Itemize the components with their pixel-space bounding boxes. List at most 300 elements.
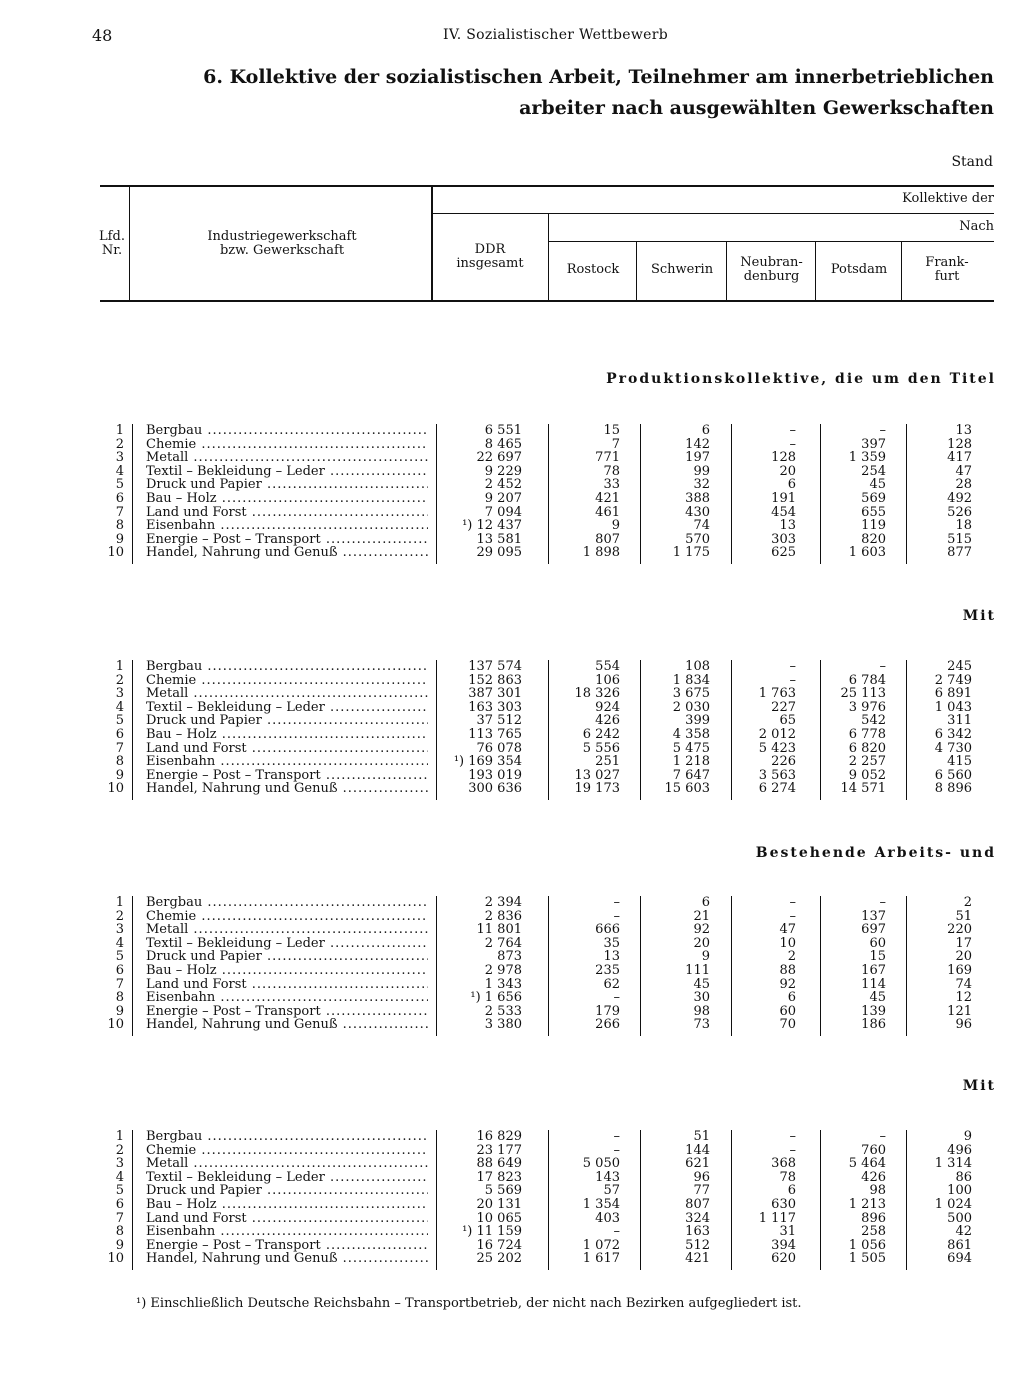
table-row: [0, 896, 1024, 910]
section-title: Bestehende Arbeits- und: [755, 845, 996, 861]
row-number: 3: [115, 450, 124, 466]
value-neubrandenburg: 3 563: [758, 767, 796, 783]
value-neubrandenburg: –: [789, 1142, 796, 1158]
value-potsdam: 397: [861, 436, 886, 452]
union-name: Metall .....: [146, 451, 428, 465]
row-number: 5: [115, 1183, 124, 1199]
value-schwerin: 144: [685, 1142, 710, 1158]
value-rostock: –: [613, 1224, 620, 1240]
value-frankfurt: 6 891: [934, 686, 972, 702]
value-ddr: 29 095: [476, 545, 522, 561]
value-rostock: 5 050: [582, 1156, 620, 1172]
value-potsdam: –: [879, 895, 886, 910]
value-potsdam: 1 505: [848, 1251, 886, 1267]
header-subgroup-rule: [548, 241, 994, 242]
value-potsdam: 258: [861, 1224, 886, 1240]
value-potsdam: 98: [869, 1183, 886, 1199]
header-gewerkschaft: Industriegewerkschaft bzw. Gewerkschaft: [207, 229, 357, 258]
union-name: Handel, Nahrung und Genuß .....: [146, 782, 428, 796]
union-name: Land und Forst .....: [146, 978, 428, 992]
row-number: 10: [107, 781, 124, 797]
value-neubrandenburg: 625: [771, 545, 796, 561]
value-neubrandenburg: 78: [779, 1169, 796, 1185]
value-rostock: 9: [611, 518, 620, 534]
row-number: 9: [115, 531, 124, 547]
table-title-line-1: 6. Kollektive der sozialistischen Arbeit, Teilnehmer am innerbetrieblichen: [203, 66, 994, 88]
row-number: 3: [115, 686, 124, 702]
value-rostock: 35: [603, 935, 620, 951]
value-rostock: 251: [595, 754, 620, 770]
value-schwerin: 4 358: [672, 727, 710, 742]
value-schwerin: 1 218: [672, 754, 710, 770]
value-frankfurt: 220: [947, 922, 972, 938]
table-row: [0, 1018, 1024, 1032]
union-name: Bau – Holz .....: [146, 964, 428, 978]
value-rostock: 1 898: [582, 545, 620, 561]
value-frankfurt: 311: [947, 713, 972, 729]
union-name: Chemie .....: [146, 438, 428, 452]
value-frankfurt: 415: [947, 754, 972, 770]
union-name: Handel, Nahrung und Genuß .....: [146, 546, 428, 560]
value-ddr: 6 551: [484, 423, 522, 438]
row-number: 7: [115, 976, 124, 992]
header-col-divider: [129, 187, 130, 300]
value-rostock: 266: [595, 1017, 620, 1033]
union-name: Land und Forst .....: [146, 742, 428, 756]
value-ddr: 2 836: [484, 908, 522, 924]
value-schwerin: 96: [693, 1169, 710, 1185]
row-number: 1: [115, 423, 124, 438]
value-neubrandenburg: 630: [771, 1197, 796, 1212]
value-rostock: 771: [595, 450, 620, 466]
header-district-rostock: Rostock: [566, 262, 620, 277]
row-number: 4: [115, 699, 124, 715]
header-group: Kollektive der: [902, 191, 994, 206]
row-number: 9: [115, 767, 124, 783]
value-neubrandenburg: 227: [771, 699, 796, 715]
value-rostock: 1 617: [582, 1251, 620, 1267]
value-rostock: 62: [603, 976, 620, 992]
value-ddr: 25 202: [476, 1251, 522, 1267]
value-neubrandenburg: –: [789, 1129, 796, 1144]
value-potsdam: 139: [861, 1003, 886, 1019]
value-ddr: 152 863: [468, 672, 522, 688]
value-potsdam: 820: [861, 531, 886, 547]
union-name: Land und Forst .....: [146, 506, 428, 520]
value-frankfurt: 100: [947, 1183, 972, 1199]
value-ddr: 873: [497, 949, 522, 965]
value-ddr: 37 512: [476, 713, 522, 729]
value-potsdam: –: [879, 1129, 886, 1144]
header-col-divider: [726, 242, 727, 300]
value-rostock: –: [613, 895, 620, 910]
union-name: Metall .....: [146, 1157, 428, 1171]
value-frankfurt: 28: [955, 477, 972, 493]
union-name: Handel, Nahrung und Genuß .....: [146, 1252, 428, 1266]
union-name: Eisenbahn .....: [146, 519, 428, 533]
header-col-divider: [548, 214, 549, 300]
value-frankfurt: 12: [955, 990, 972, 1006]
row-number: 4: [115, 463, 124, 479]
value-neubrandenburg: 6: [787, 477, 796, 493]
row-number: 10: [107, 1017, 124, 1033]
value-potsdam: 114: [861, 976, 886, 992]
value-schwerin: 197: [685, 450, 710, 466]
union-name: Energie – Post – Transport .....: [146, 533, 428, 547]
table-row: [0, 964, 1024, 978]
union-name: Bau – Holz .....: [146, 728, 428, 742]
value-potsdam: 45: [869, 477, 886, 493]
value-ddr: 2 394: [484, 895, 522, 910]
union-name: Metall .....: [146, 687, 428, 701]
value-ddr: 13 581: [476, 531, 522, 547]
row-number: 7: [115, 1210, 124, 1226]
row-number: 6: [115, 1197, 124, 1212]
value-neubrandenburg: 226: [771, 754, 796, 770]
header-lfd-nr: Lfd. Nr.: [99, 229, 125, 258]
union-name: Bau – Holz .....: [146, 1198, 428, 1212]
row-number: 5: [115, 949, 124, 965]
value-rostock: 235: [595, 963, 620, 978]
value-frankfurt: 18: [955, 518, 972, 534]
value-neubrandenburg: 368: [771, 1156, 796, 1172]
value-ddr: 11 801: [476, 922, 522, 938]
union-name: Eisenbahn .....: [146, 755, 428, 769]
value-neubrandenburg: –: [789, 423, 796, 438]
value-rostock: 554: [595, 659, 620, 674]
value-potsdam: 9 052: [848, 767, 886, 783]
footnote: ¹) Einschließlich Deutsche Reichsbahn – Transportbetrieb, der nicht nach Bezirken aufgegliedert ist.: [136, 1296, 802, 1311]
value-rostock: 13: [603, 949, 620, 965]
union-name: Chemie .....: [146, 910, 428, 924]
union-name: Bergbau .....: [146, 896, 428, 910]
value-schwerin: 99: [693, 463, 710, 479]
value-schwerin: 5 475: [672, 740, 710, 756]
union-name: Energie – Post – Transport .....: [146, 1005, 428, 1019]
value-frankfurt: 2 749: [934, 672, 972, 688]
value-potsdam: 186: [861, 1017, 886, 1033]
value-neubrandenburg: 128: [771, 450, 796, 466]
value-ddr: 9 207: [484, 491, 522, 506]
value-schwerin: 1 834: [672, 672, 710, 688]
header-district-potsdam: Potsdam: [830, 262, 888, 277]
row-number: 4: [115, 1169, 124, 1185]
value-ddr: 2 452: [484, 477, 522, 493]
union-name: Chemie .....: [146, 674, 428, 688]
value-rostock: 807: [595, 531, 620, 547]
value-frankfurt: 515: [947, 531, 972, 547]
value-ddr: 163 303: [468, 699, 522, 715]
value-ddr: 9 229: [484, 463, 522, 479]
row-number: 1: [115, 659, 124, 674]
value-ddr: 137 574: [468, 659, 522, 674]
value-neubrandenburg: 5 423: [758, 740, 796, 756]
value-rostock: 18 326: [574, 686, 620, 702]
value-schwerin: 2 030: [672, 699, 710, 715]
value-potsdam: 542: [861, 713, 886, 729]
value-frankfurt: 245: [947, 659, 972, 674]
row-number: 9: [115, 1237, 124, 1253]
header-col-divider: [636, 242, 637, 300]
header-col-divider: [431, 187, 433, 300]
value-potsdam: 655: [861, 504, 886, 520]
row-number: 6: [115, 491, 124, 506]
union-name: Druck und Papier .....: [146, 1184, 428, 1198]
value-potsdam: 45: [869, 990, 886, 1006]
value-frankfurt: 526: [947, 504, 972, 520]
header-col-divider: [815, 242, 816, 300]
value-rostock: 1 072: [582, 1237, 620, 1253]
value-schwerin: 7 647: [672, 767, 710, 783]
value-neubrandenburg: 1 763: [758, 686, 796, 702]
value-frankfurt: 492: [947, 491, 972, 506]
row-number: 2: [115, 436, 124, 452]
value-neubrandenburg: 2 012: [758, 727, 796, 742]
header-ddr: DDR insgesamt: [456, 242, 524, 271]
row-number: 7: [115, 740, 124, 756]
value-potsdam: 137: [861, 908, 886, 924]
union-name: Textil – Bekleidung – Leder .....: [146, 465, 428, 479]
value-rostock: 426: [595, 713, 620, 729]
union-name: Bergbau .....: [146, 424, 428, 438]
value-rostock: –: [613, 908, 620, 924]
value-potsdam: 569: [861, 491, 886, 506]
value-potsdam: 60: [869, 935, 886, 951]
table-title-line-2: arbeiter nach ausgewählten Gewerkschaften: [519, 97, 994, 119]
value-potsdam: 896: [861, 1210, 886, 1226]
value-rostock: 5 556: [582, 740, 620, 756]
value-schwerin: 9: [701, 949, 710, 965]
value-ddr: 387 301: [468, 686, 522, 702]
value-rostock: 179: [595, 1003, 620, 1019]
value-frankfurt: 1 043: [934, 699, 972, 715]
value-rostock: 403: [595, 1210, 620, 1226]
value-schwerin: 45: [693, 976, 710, 992]
row-number: 4: [115, 935, 124, 951]
value-ddr: 76 078: [476, 740, 522, 756]
value-rostock: 666: [595, 922, 620, 938]
value-frankfurt: 6 560: [934, 767, 972, 783]
value-schwerin: 32: [693, 477, 710, 493]
row-number: 8: [115, 518, 124, 534]
row-number: 2: [115, 908, 124, 924]
value-potsdam: 6 778: [848, 727, 886, 742]
value-frankfurt: 17: [955, 935, 972, 951]
value-frankfurt: 47: [955, 463, 972, 479]
value-potsdam: 1 213: [848, 1197, 886, 1212]
table-row: [0, 424, 1024, 438]
value-rostock: 15: [603, 423, 620, 438]
value-schwerin: 1 175: [672, 545, 710, 561]
header-district-frankfurt: Frank- furt: [925, 255, 969, 284]
page-number: 48: [92, 26, 113, 45]
value-schwerin: 399: [685, 713, 710, 729]
union-name: Handel, Nahrung und Genuß .....: [146, 1018, 428, 1032]
union-name: Textil – Bekleidung – Leder .....: [146, 701, 428, 715]
value-schwerin: 15 603: [664, 781, 710, 797]
value-potsdam: –: [879, 659, 886, 674]
value-rostock: 924: [595, 699, 620, 715]
row-number: 2: [115, 1142, 124, 1158]
table-row: [0, 1198, 1024, 1212]
value-frankfurt: 1 024: [934, 1197, 972, 1212]
value-ddr: 7 094: [484, 504, 522, 520]
value-frankfurt: 6 342: [934, 727, 972, 742]
row-number: 8: [115, 1224, 124, 1240]
value-ddr: 3 380: [484, 1017, 522, 1033]
value-rostock: –: [613, 1129, 620, 1144]
value-ddr: 16 829: [476, 1129, 522, 1144]
value-ddr: 1 343: [484, 976, 522, 992]
value-ddr: ¹) 11 159: [462, 1224, 522, 1240]
value-schwerin: 807: [685, 1197, 710, 1212]
value-schwerin: 388: [685, 491, 710, 506]
value-frankfurt: 877: [947, 545, 972, 561]
value-ddr: 193 019: [468, 767, 522, 783]
value-potsdam: 3 976: [848, 699, 886, 715]
union-name: Chemie .....: [146, 1144, 428, 1158]
value-potsdam: 14 571: [840, 781, 886, 797]
value-neubrandenburg: 20: [779, 463, 796, 479]
value-neubrandenburg: 10: [779, 935, 796, 951]
value-ddr: 8 465: [484, 436, 522, 452]
value-potsdam: 697: [861, 922, 886, 938]
value-schwerin: 111: [685, 963, 710, 978]
value-neubrandenburg: –: [789, 659, 796, 674]
value-frankfurt: 42: [955, 1224, 972, 1240]
value-neubrandenburg: –: [789, 908, 796, 924]
table-row: [0, 660, 1024, 674]
value-ddr: 17 823: [476, 1169, 522, 1185]
row-number: 6: [115, 963, 124, 978]
value-rostock: 1 354: [582, 1197, 620, 1212]
value-ddr: 88 649: [476, 1156, 522, 1172]
value-schwerin: 73: [693, 1017, 710, 1033]
value-ddr: ¹) 169 354: [453, 754, 522, 770]
value-schwerin: 77: [693, 1183, 710, 1199]
union-name: Metall .....: [146, 923, 428, 937]
union-name: Bau – Holz .....: [146, 492, 428, 506]
value-neubrandenburg: 1 117: [758, 1210, 796, 1226]
value-schwerin: 20: [693, 935, 710, 951]
row-number: 5: [115, 477, 124, 493]
value-frankfurt: 128: [947, 436, 972, 452]
value-neubrandenburg: 31: [779, 1224, 796, 1240]
value-rostock: 6 242: [582, 727, 620, 742]
value-frankfurt: 500: [947, 1210, 972, 1226]
value-potsdam: 254: [861, 463, 886, 479]
row-number: 10: [107, 545, 124, 561]
value-frankfurt: 20: [955, 949, 972, 965]
value-ddr: 16 724: [476, 1237, 522, 1253]
value-neubrandenburg: 70: [779, 1017, 796, 1033]
value-frankfurt: 74: [955, 976, 972, 992]
table-row: [0, 1252, 1024, 1266]
value-ddr: 5 569: [484, 1183, 522, 1199]
value-frankfurt: 13: [955, 423, 972, 438]
value-schwerin: 163: [685, 1224, 710, 1240]
running-head: IV. Sozialistischer Wettbewerb: [443, 27, 668, 43]
header-district-neubrandenburg: Neubran- denburg: [740, 255, 803, 284]
row-number: 3: [115, 1156, 124, 1172]
row-number: 1: [115, 1129, 124, 1144]
value-schwerin: 421: [685, 1251, 710, 1267]
value-potsdam: 2 257: [848, 754, 886, 770]
value-schwerin: 74: [693, 518, 710, 534]
value-schwerin: 3 675: [672, 686, 710, 702]
value-neubrandenburg: 6: [787, 990, 796, 1006]
value-potsdam: 119: [861, 518, 886, 534]
value-potsdam: 5 464: [848, 1156, 886, 1172]
table-row: [0, 728, 1024, 742]
value-neubrandenburg: 65: [779, 713, 796, 729]
value-frankfurt: 417: [947, 450, 972, 466]
value-schwerin: 324: [685, 1210, 710, 1226]
value-potsdam: –: [879, 423, 886, 438]
header-col-divider: [901, 242, 902, 300]
value-ddr: 23 177: [476, 1142, 522, 1158]
union-name: Eisenbahn .....: [146, 991, 428, 1005]
value-neubrandenburg: 13: [779, 518, 796, 534]
table-row: [0, 1130, 1024, 1144]
value-neubrandenburg: 454: [771, 504, 796, 520]
row-number: 2: [115, 672, 124, 688]
union-name: Land und Forst .....: [146, 1212, 428, 1226]
value-potsdam: 15: [869, 949, 886, 965]
value-schwerin: 6: [701, 423, 710, 438]
value-potsdam: 6 820: [848, 740, 886, 756]
value-potsdam: 426: [861, 1169, 886, 1185]
value-neubrandenburg: 191: [771, 491, 796, 506]
value-potsdam: 25 113: [840, 686, 886, 702]
union-name: Energie – Post – Transport .....: [146, 769, 428, 783]
value-ddr: 10 065: [476, 1210, 522, 1226]
union-name: Energie – Post – Transport .....: [146, 1239, 428, 1253]
value-schwerin: 108: [685, 659, 710, 674]
header-top-rule: [100, 185, 994, 187]
value-rostock: –: [613, 990, 620, 1006]
value-rostock: 78: [603, 463, 620, 479]
value-neubrandenburg: 303: [771, 531, 796, 547]
value-neubrandenburg: 394: [771, 1237, 796, 1253]
value-potsdam: 167: [861, 963, 886, 978]
header-bottom-rule: [100, 300, 994, 302]
value-rostock: 13 027: [574, 767, 620, 783]
row-number: 7: [115, 504, 124, 520]
union-name: Druck und Papier .....: [146, 478, 428, 492]
value-rostock: 143: [595, 1169, 620, 1185]
value-rostock: 57: [603, 1183, 620, 1199]
value-rostock: 19 173: [574, 781, 620, 797]
value-schwerin: 430: [685, 504, 710, 520]
union-name: Textil – Bekleidung – Leder .....: [146, 1171, 428, 1185]
value-rostock: 7: [611, 436, 620, 452]
stand-label: Stand: [951, 154, 993, 170]
value-schwerin: 30: [693, 990, 710, 1006]
value-neubrandenburg: 60: [779, 1003, 796, 1019]
value-frankfurt: 861: [947, 1237, 972, 1253]
union-name: Druck und Papier .....: [146, 714, 428, 728]
value-frankfurt: 1 314: [934, 1156, 972, 1172]
value-potsdam: 1 603: [848, 545, 886, 561]
value-frankfurt: 694: [947, 1251, 972, 1267]
value-neubrandenburg: –: [789, 436, 796, 452]
value-schwerin: 621: [685, 1156, 710, 1172]
value-schwerin: 92: [693, 922, 710, 938]
value-neubrandenburg: 6: [787, 1183, 796, 1199]
section-title: Produktionskollektive, die um den Titel: [606, 371, 996, 387]
table-row: [0, 546, 1024, 560]
